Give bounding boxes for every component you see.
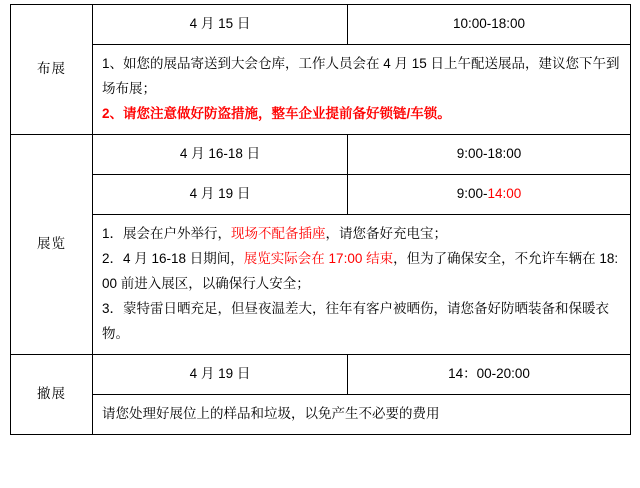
exhibition-notes (93, 214, 631, 354)
setup-notes (93, 44, 631, 134)
exhibition-time-2 (348, 174, 631, 214)
teardown-note-1 (102, 402, 621, 427)
exhibition-time-2-prefix: 9:00- (456, 185, 488, 201)
exhibition-time-2-highlight: 14:00 (487, 185, 522, 201)
exhibition-note-1-run-2: ，请您备好充电宝； (325, 225, 448, 241)
table-row (11, 174, 631, 214)
table-row (11, 394, 631, 434)
exhibition-date-1: 4 月 16-18 日 (93, 134, 348, 174)
exhibition-time-1: 9:00-18:00 (348, 134, 631, 174)
teardown-date: 4 月 19 日 (93, 354, 348, 394)
table-row (11, 44, 631, 134)
exhibition-note-2-run-1: 展览实际会在 17:00 结束 (243, 250, 394, 266)
table-row (11, 134, 631, 174)
document-page (0, 4, 640, 488)
setup-note-1-run-0: 1、如您的展品寄送到大会仓库，工作人员会在 4 月 15 日上午配送展品，建议您下午到场布展； (102, 55, 620, 96)
exhibition-note-2 (102, 247, 621, 297)
table-body (11, 5, 631, 435)
exhibition-note-1 (102, 222, 621, 247)
teardown-notes (93, 394, 631, 434)
setup-time: 10:00-18:00 (348, 5, 631, 45)
row-label-teardown: 撤展 (11, 354, 93, 434)
exhibition-note-1-run-1: 现场不配备插座 (231, 225, 326, 241)
setup-note-1 (102, 52, 621, 102)
exhibition-note-3 (102, 297, 621, 347)
teardown-time: 14：00-20:00 (348, 354, 631, 394)
exhibition-note-2-run-2: ，但为了确保安全，不允许车辆在 18:00 前进入展区，以确保行人安全； (102, 250, 619, 291)
row-label-setup: 布展 (11, 5, 93, 135)
exhibition-schedule-table (10, 4, 631, 435)
teardown-note-1-run-0: 请您处理好展位上的样品和垃圾，以免产生不必要的费用 (102, 405, 440, 421)
row-label-exhibition: 展览 (11, 134, 93, 354)
table-row (11, 214, 631, 354)
exhibition-note-1-run-0: 1．展会在户外举行， (102, 225, 232, 241)
exhibition-date-2: 4 月 19 日 (93, 174, 348, 214)
exhibition-note-2-run-0: 2．4 月 16-18 日期间， (102, 250, 244, 266)
table-row (11, 354, 631, 394)
setup-note-2 (102, 102, 621, 127)
exhibition-note-3-run-0: 3．蒙特雷日晒充足，但昼夜温差大，往年有客户被晒伤，请您备好防晒装备和保暖衣物。 (102, 300, 610, 341)
setup-date: 4 月 15 日 (93, 5, 348, 45)
table-row (11, 5, 631, 45)
setup-note-2-run-0: 2、请您注意做好防盗措施，整车企业提前备好锁链/车锁。 (102, 105, 451, 121)
